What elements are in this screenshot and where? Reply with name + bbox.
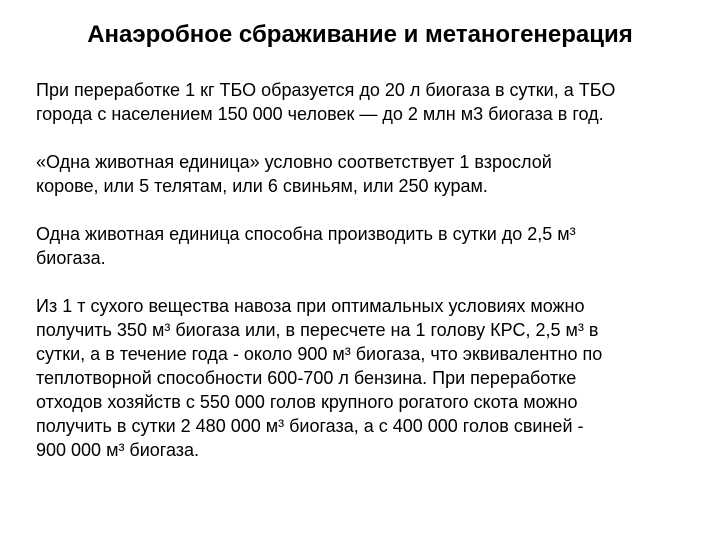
text-line: города с населением 150 000 человек — до 2 млн м3 биогаза в год. — [36, 104, 604, 124]
text-line: Одна животная единица способна производить в сутки до 2,5 м³ — [36, 224, 576, 244]
slide-body — [36, 78, 686, 462]
paragraph-tbo-biogas — [36, 78, 686, 126]
text-line: биогаза. — [36, 248, 106, 268]
paragraph-animal-unit-output — [36, 222, 686, 270]
text-line: теплотворной способности 600-700 л бензина. При переработке — [36, 368, 577, 388]
text-line: При переработке 1 кг ТБО образуется до 20 л биогаза в сутки, а ТБО — [36, 80, 616, 100]
text-line: корове, или 5 телятам, или 6 свиньям, или 250 курам. — [36, 176, 488, 196]
text-line: получить в сутки 2 480 000 м³ биогаза, а с 400 000 голов свиней - — [36, 416, 584, 436]
text-line: «Одна животная единица» условно соответствует 1 взрослой — [36, 152, 552, 172]
slide-title: Анаэробное сбраживание и метаногенерация — [87, 21, 633, 48]
paragraph-manure-yield — [36, 294, 686, 462]
text-line: отходов хозяйств с 550 000 голов крупного рогатого скота можно — [36, 392, 578, 412]
text-line: Из 1 т сухого вещества навоза при оптимальных условиях можно — [36, 296, 585, 316]
text-line: 900 000 м³ биогаза. — [36, 440, 200, 460]
text-line: получить 350 м³ биогаза или, в пересчете на 1 голову КРС, 2,5 м³ в — [36, 320, 599, 340]
text-line: сутки, а в течение года - около 900 м³ биогаза, что эквивалентно по — [36, 344, 603, 364]
paragraph-animal-unit-definition — [36, 150, 686, 198]
